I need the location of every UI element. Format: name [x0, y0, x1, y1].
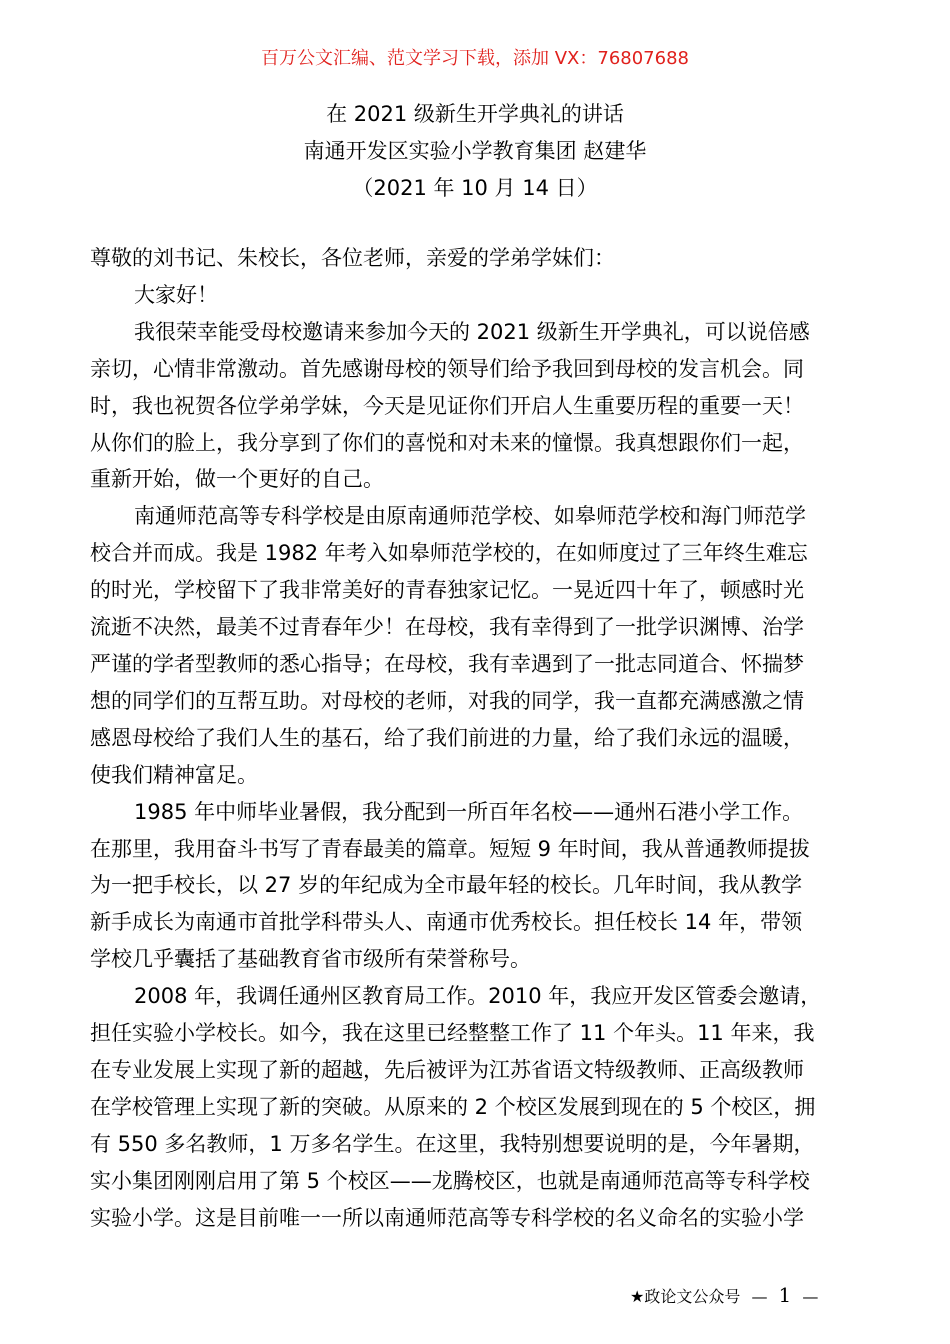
paragraph-2 [90, 498, 868, 793]
speech-body [90, 240, 868, 1236]
paragraph-line: 2008 年，我调任通州区教育局工作。2010 年，我应开发区管委会邀请， [134, 984, 822, 1009]
paragraph-4 [90, 978, 868, 1236]
salutation [90, 240, 868, 277]
paragraph-line: 亲切，心情非常激动。首先感谢母校的领导们给予我回到母校的发言机会。同 [90, 356, 804, 381]
page-footer [630, 1281, 850, 1311]
speech-title: 在 2021 级新生开学典礼的讲话 [326, 102, 624, 126]
paragraph-line: 从你们的脸上，我分享到了你们的喜悦和对未来的憧憬。我真想跟你们一起， [90, 430, 804, 455]
paragraph-line: 想的同学们的互帮互助。对母校的老师，对我的同学，我一直都充满感激之情 [90, 688, 804, 713]
paragraph-line: 严谨的学者型教师的悉心指导；在母校，我有幸遇到了一批志同道合、怀揣梦 [90, 651, 804, 676]
footer-dash-right: — [802, 1287, 819, 1306]
paragraph-line: 南通师范高等专科学校是由原南通师范学校、如皋师范学校和海门师范学 [134, 504, 806, 529]
paragraph-line: 校合并而成。我是 1982 年考入如皋师范学校的，在如师度过了三年终生难忘 [90, 541, 808, 566]
promo-banner: 百万公文汇编、范文学习下载，添加 VX：76807688 [261, 48, 689, 69]
paragraph-line: 有 550 多名教师，1 万多名学生。在这里，我特别想要说明的是，今年暑期， [90, 1131, 815, 1156]
paragraph-line: 担任实验小学校长。如今，我在这里已经整整工作了 11 个年头。11 年来，我 [90, 1021, 815, 1046]
speech-author: 南通开发区实验小学教育集团 赵建华 [303, 139, 647, 163]
paragraph-line: 实验小学。这是目前唯一一所以南通师范高等专科学校的名义命名的实验小学 [90, 1205, 804, 1230]
paragraph-line: 实小集团刚刚启用了第 5 个校区——龙腾校区，也就是南通师范高等专科学校 [90, 1168, 810, 1193]
paragraph-line: 流逝不决然，最美不过青春年少！在母校，我有幸得到了一批学识渊博、治学 [90, 615, 804, 640]
greeting-line: 大家好！ [134, 282, 218, 307]
paragraph-line: 在学校管理上实现了新的突破。从原来的 2 个校区发展到现在的 5 个校区，拥 [90, 1094, 816, 1119]
paragraph-line: 我很荣幸能受母校邀请来参加今天的 2021 级新生开学典礼，可以说倍感 [134, 319, 810, 344]
paragraph-3 [90, 794, 868, 979]
page-number: 1 [778, 1283, 792, 1307]
paragraph-line: 为一把手校长，以 27 岁的年纪成为全市最年轻的校长。几年时间，我从教学 [90, 873, 803, 898]
footer-dash-left: — [751, 1287, 768, 1306]
paragraph-1 [90, 314, 868, 499]
paragraph-line: 在那里，我用奋斗书写了青春最美的篇章。短短 9 年时间，我从普通教师提拔 [90, 836, 810, 861]
footer-source: ★政论文公众号 [630, 1287, 741, 1306]
greeting [90, 277, 868, 314]
paragraph-line: 使我们精神富足。 [90, 762, 258, 787]
paragraph-line: 新手成长为南通市首批学科带头人、南通市优秀校长。担任校长 14 年，带领 [90, 910, 803, 935]
paragraph-line: 感恩母校给了我们人生的基石，给了我们前进的力量，给了我们永远的温暖， [90, 725, 804, 750]
paragraph-line: 1985 年中师毕业暑假，我分配到一所百年名校——通州石港小学工作。 [134, 799, 804, 824]
paragraph-line: 学校几乎囊括了基础教育省市级所有荣誉称号。 [90, 947, 531, 972]
title-block [0, 96, 950, 207]
paragraph-line: 的时光，学校留下了我非常美好的青春独家记忆。一晃近四十年了，顿感时光 [90, 578, 804, 603]
paragraph-line: 重新开始，做一个更好的自己。 [90, 467, 384, 492]
salutation-line: 尊敬的刘书记、朱校长，各位老师，亲爱的学弟学妹们： [90, 246, 615, 270]
speech-date: （2021 年 10 月 14 日） [352, 176, 598, 200]
paragraph-line: 在专业发展上实现了新的超越，先后被评为江苏省语文特级教师、正高级教师 [90, 1057, 804, 1082]
paragraph-line: 时，我也祝贺各位学弟学妹，今天是见证你们开启人生重要历程的重要一天！ [90, 393, 804, 418]
